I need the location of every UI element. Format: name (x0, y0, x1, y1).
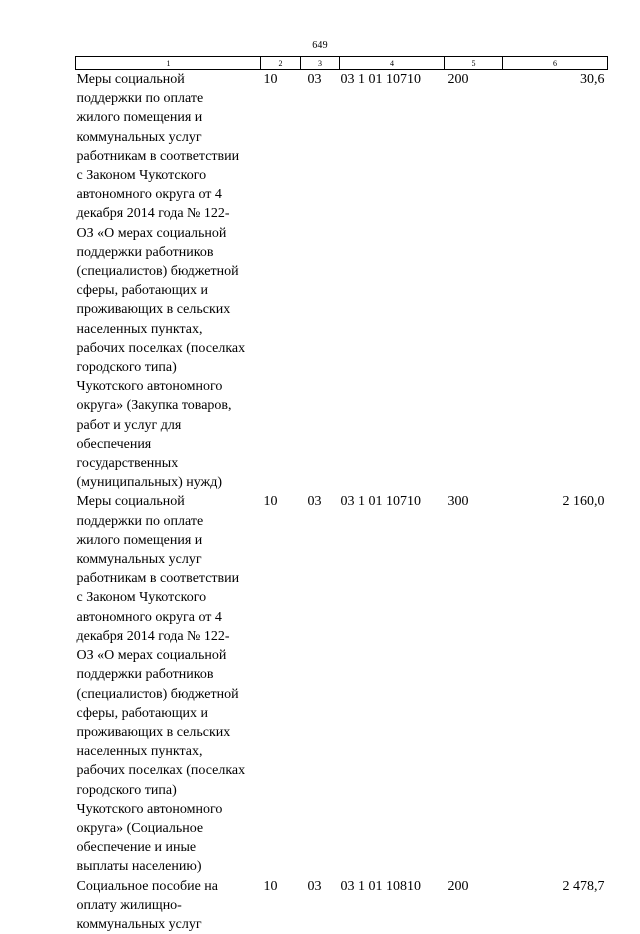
row-section: 10 (261, 70, 301, 493)
table-row (76, 70, 608, 493)
budget-table (75, 56, 608, 934)
row-description: Социальное пособие на оплату жилищно- коммунальных услуг (76, 877, 261, 934)
row-subsection: 03 (301, 70, 340, 493)
row-subsection: 03 (301, 492, 340, 876)
row-amount: 2 478,7 (503, 877, 608, 934)
row-target-article: 03 1 01 10710 (340, 70, 445, 493)
row-expense-type: 200 (445, 70, 503, 493)
header-col-6: 6 (503, 57, 608, 70)
table-header (76, 57, 608, 70)
row-section: 10 (261, 492, 301, 876)
row-expense-type: 300 (445, 492, 503, 876)
header-col-5: 5 (445, 57, 503, 70)
row-description: Меры социальной поддержки по оплате жилого помещения и коммунальных услуг работникам в соответствии с Законом Чукотского автономного округа от 4 декабря 2014 года № 122- ОЗ «О мерах социальной поддержки работников (специалистов) бюджетной сферы, работающих и проживающих в сельских населенных пунктах, рабочих поселках (поселках городского типа) Чукотского автономного округа» (Социальное обеспечение и иные выплаты населению) (76, 492, 261, 876)
row-subsection: 03 (301, 877, 340, 934)
table-row (76, 877, 608, 934)
header-row (76, 57, 608, 70)
page-number: 649 (0, 40, 640, 51)
row-description: Меры социальной поддержки по оплате жилого помещения и коммунальных услуг работникам в соответствии с Законом Чукотского автономного округа от 4 декабря 2014 года № 122- ОЗ «О мерах социальной поддержки работников (специалистов) бюджетной сферы, работающих и проживающих в сельских населенных пунктах, рабочих поселках (поселках городского типа) Чукотского автономного округа» (Закупка товаров, работ и услуг для обеспечения государственных (муниципальных) нужд) (76, 70, 261, 493)
row-amount: 2 160,0 (503, 492, 608, 876)
header-col-4: 4 (340, 57, 445, 70)
row-expense-type: 200 (445, 877, 503, 934)
header-col-3: 3 (301, 57, 340, 70)
header-col-1: 1 (76, 57, 261, 70)
row-section: 10 (261, 877, 301, 934)
row-amount: 30,6 (503, 70, 608, 493)
table-row (76, 492, 608, 876)
table-body (76, 70, 608, 934)
header-col-2: 2 (261, 57, 301, 70)
row-target-article: 03 1 01 10710 (340, 492, 445, 876)
budget-table-container (75, 56, 600, 934)
row-target-article: 03 1 01 10810 (340, 877, 445, 934)
